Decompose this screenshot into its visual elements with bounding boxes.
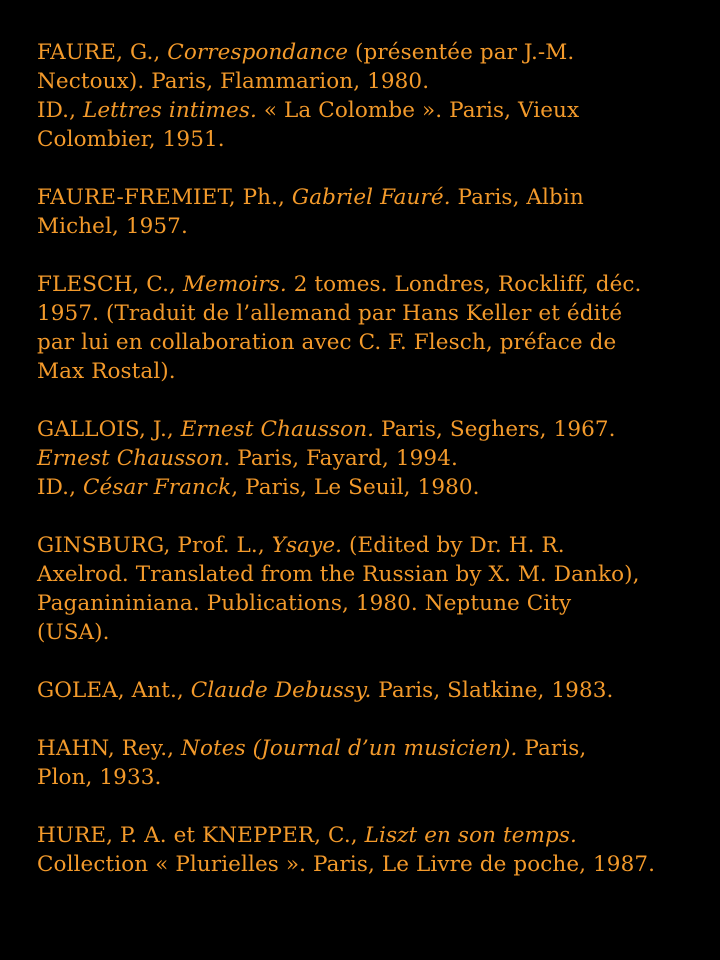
entry-text: Paris, [517, 736, 587, 761]
bibliography-list [37, 38, 707, 879]
entry-text: ID., [37, 98, 83, 123]
entry-title: Gabriel Fauré. [291, 185, 451, 210]
entry-text: (présentée par J.-M. [348, 40, 575, 65]
entry-text: Paris, Fayard, 1994. [230, 446, 458, 471]
entry-text: Plon, 1933. [37, 765, 162, 790]
entry-line [37, 589, 707, 618]
entry-text: Axelrod. Translated from the Russian by X. M. Danko), [37, 562, 640, 587]
entry-text: GOLEA, Ant., [37, 678, 191, 703]
entry-line [37, 531, 707, 560]
entry-line [37, 299, 707, 328]
entry-text: Collection « Plurielles ». Paris, Le Livre de poche, 1987. [37, 852, 656, 877]
entry-line [37, 473, 707, 502]
entry-text: Paris, Seghers, 1967. [374, 417, 616, 442]
entry-line [37, 821, 707, 850]
entry-title: Liszt en son temps. [364, 823, 577, 848]
entry-text: , Paris, Le Seuil, 1980. [231, 475, 480, 500]
entry-title: César Franck [82, 475, 232, 500]
entry-text: Max Rostal). [37, 359, 176, 384]
entry-line [37, 67, 707, 96]
entry-line [37, 125, 707, 154]
entry-text: 2 tomes. Londres, Rockliff, déc. [286, 272, 642, 297]
entry-text: FLESCH, C., [37, 272, 183, 297]
entry-line [37, 415, 707, 444]
entry-title: Notes (Journal d’un musicien). [181, 736, 518, 761]
entry-title: Correspondance [167, 40, 349, 65]
entry-line [37, 328, 707, 357]
entry-line [37, 850, 707, 879]
entry-text: par lui en collaboration avec C. F. Flesch, préface de [37, 330, 617, 355]
entry-text: Nectoux). Paris, Flammarion, 1980. [37, 69, 430, 94]
entry-text: « La Colombe ». Paris, Vieux [256, 98, 580, 123]
bibliography-entry [37, 734, 707, 792]
entry-line [37, 444, 707, 473]
entry-line [37, 734, 707, 763]
entry-line [37, 212, 707, 241]
entry-text: HAHN, Rey., [37, 736, 182, 761]
entry-title: Ysaye. [271, 533, 343, 558]
entry-text: Paris, Albin [450, 185, 584, 210]
entry-line [37, 676, 707, 705]
entry-title: Ernest Chausson. [37, 446, 231, 471]
entry-line [37, 96, 707, 125]
entry-text: Paganininiana. Publications, 1980. Neptune City [37, 591, 572, 616]
bibliography-entry [37, 676, 707, 705]
entry-text: (Edited by Dr. H. R. [342, 533, 565, 558]
entry-line [37, 183, 707, 212]
entry-text: GINSBURG, Prof. L., [37, 533, 272, 558]
bibliography-entry [37, 531, 707, 647]
entry-title: Ernest Chausson. [180, 417, 375, 442]
bibliography-entry [37, 821, 707, 879]
bibliography-entry [37, 38, 707, 154]
entry-title: Memoirs. [182, 272, 287, 297]
entry-text: Paris, Slatkine, 1983. [371, 678, 614, 703]
bibliography-page [37, 38, 707, 879]
bibliography-entry [37, 270, 707, 386]
entry-line [37, 270, 707, 299]
entry-text: 1957. (Traduit de l’allemand par Hans Keller et édité [37, 301, 623, 326]
entry-text: Michel, 1957. [37, 214, 188, 239]
entry-text: FAURE-FREMIET, Ph., [37, 185, 292, 210]
bibliography-entry [37, 415, 707, 502]
entry-line [37, 618, 707, 647]
entry-text: GALLOIS, J., [37, 417, 181, 442]
bibliography-entry [37, 183, 707, 241]
entry-text: HURE, P. A. et KNEPPER, C., [37, 823, 365, 848]
entry-text: Colombier, 1951. [37, 127, 225, 152]
entry-text: (USA). [37, 620, 110, 645]
entry-line [37, 357, 707, 386]
entry-title: Claude Debussy. [190, 678, 372, 703]
entry-line [37, 38, 707, 67]
entry-text: ID., [37, 475, 83, 500]
entry-title: Lettres intimes. [82, 98, 257, 123]
entry-line [37, 763, 707, 792]
entry-text: FAURE, G., [37, 40, 168, 65]
entry-line [37, 560, 707, 589]
